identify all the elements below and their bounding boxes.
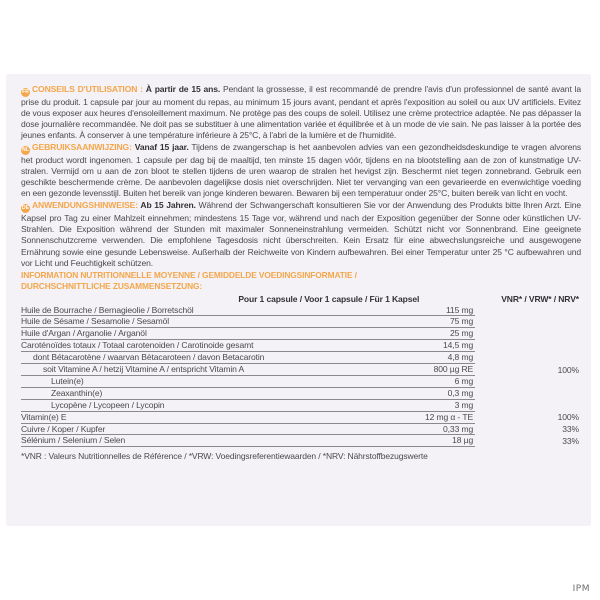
section-fr: [21, 84, 581, 141]
section-text: Tijdens de zwangerschap is het aanbevolen advies van een gezondheidsdeskundige te vragen alvorens het product wordt ingenomen. 1 capsule per dag bij de maaltijd, ten minste 15 dagen vóór, tijdens en na blootstelling aan de zon of kunstmatige UV-stralen. Vermijd om u aan de zon bloot te stellen tijdens de uren waarop de stralen het hevigst zijn. Beschermt niet tegen zonnebrand. Gebruik een geschikte beschermende crème. De aanbevolen dagelijkse dosis niet overschrijden. Niet ter vervanging van een gevarieerde en evenwichtige voeding en een gezonde levensstijl. Buiten het bereik van jonge kinderen bewaren. Bewaren bij een temperatuur onder 25°C, buiten bereik van licht en vocht.: [21, 142, 581, 199]
table-row: [21, 399, 581, 411]
nutrient-ref: [475, 352, 581, 364]
table-row: [21, 340, 581, 352]
nutrient-ref: [475, 328, 581, 340]
nutrient-amount: 800 µg RE: [268, 364, 475, 376]
nutrient-amount: 12 mg α - TE: [268, 411, 475, 423]
nutrition-title-line2: DURCHSCHNITTLICHE ZUSAMMENSETZUNG:: [21, 280, 203, 291]
nutrient-ref: 33%: [562, 424, 579, 435]
nutrient-amount: 3 mg: [268, 399, 475, 411]
language-badge-nl: NL: [22, 147, 29, 154]
table-row: [21, 364, 581, 376]
section-text: Pendant la grossesse, il est recommandé de prendre l'avis d'un professionnel de santé avant la prise du produit. 1 capsule par jour au moment du repas, au minimum 15 jours avant, pendant et après l'exposition au soleil ou aux UV artificiels. Evitez de vous exposer aux heures d'ensoleillement maximum. Ne protège pas des coups de soleil. Utilisez une crème protectrice adaptée. Ne pas dépasser la dose journalière recommandée. Ne doit pas se substituer à une alimentation variée et équilibrée et à un mode de vie sain. Ne pas laisser à la portée des jeunes enfants. À conserver à une température inférieure à 25°C, à l'abri de la lumière et de l'humidité.: [21, 84, 581, 141]
nutrition-header-row: [21, 294, 581, 305]
table-row: [21, 435, 581, 447]
table-row: [21, 305, 581, 316]
table-row: [21, 411, 581, 423]
brand-logo: IPM: [572, 584, 590, 594]
footnote: *VNR : Valeurs Nutritionnelles de Référence / *VRW: Voedingsreferentiewaarden / *NRV: Nährstoffbezugswerte: [21, 451, 428, 462]
nutrient-amount: 18 µg: [268, 435, 475, 447]
section-heading: CONSEILS D'UTILISATION :: [32, 84, 146, 94]
section-heading: GEBRUIKSAANWIJZING:: [32, 142, 135, 153]
nutrient-name: Zeaxanthin(e): [21, 387, 268, 399]
nutrient-name: soit Vitamine A / hetzij Vitamine A / entspricht Vitamin A: [21, 364, 268, 376]
section-nl: [21, 142, 581, 199]
header-ref: VNR* / VRW* / NRV*: [501, 293, 579, 304]
nutrient-amount: 0,33 mg: [268, 423, 475, 435]
section-lead: Ab 15 Jahren.: [140, 200, 196, 211]
section-de: [21, 200, 581, 268]
section-heading: ANWENDUNGSHINWEISE:: [32, 200, 141, 211]
nutrient-name: Huile de Sésame / Sesamolie / Sesamöl: [21, 316, 268, 328]
table-row: [21, 387, 581, 399]
nutrient-name: dont Bétacarotène / waarvan Bètacaroteen / davon Betacarotin: [21, 352, 268, 364]
header-spacer: [21, 294, 268, 305]
table-row: [21, 316, 581, 328]
nutrient-ref: 33%: [562, 435, 579, 446]
nutrient-ref: [475, 340, 581, 352]
nutrient-name: Vitamin(e) E: [21, 411, 268, 423]
header-amount-label: Pour 1 capsule / Voor 1 capsule / Für 1 Kapsel: [238, 293, 420, 304]
nutrient-ref: [475, 387, 581, 399]
nutrient-amount: 14,5 mg: [268, 340, 475, 352]
table-row: [21, 328, 581, 340]
nutrition-rows: [21, 305, 581, 447]
nutrient-ref: [475, 375, 581, 387]
nutrient-amount: 0,3 mg: [268, 387, 475, 399]
nutrient-name: Huile d'Argan / Arganolie / Arganöl: [21, 328, 268, 340]
nutrient-name: Cuivre / Koper / Kupfer: [21, 423, 268, 435]
header-amount: [238, 293, 475, 305]
nutrient-ref: [475, 316, 581, 328]
nutrient-amount: 25 mg: [268, 328, 475, 340]
section-text: Während der Schwangerschaft konsultieren Sie vor der Anwendung des Produkts bitte Ihren Arzt. Eine Kapsel pro Tag zu einer Mahlzeit einnehmen; mindestens 15 Tage vor, während und nach der Exposition gegenüber der Sonne oder künstlichen UV-Strahlen. Die Exposition während der Stunden mit maximaler Sonneneinstrahlung vermeiden. Schützt nicht vor Sonnenbrand. Eine geeignete Sonnenschutzcreme verwenden. Die empfohlene Tagesdosis nicht überschreiten. Kein Ersatz für eine abwechslungsreiche und ausgewogene Ernährung sowie eine gesunde Lebensweise. Außerhalb der Reichweite von Kindern aufbewahren. Bei einer Temperatur unter 25 °C aufbewahren und vor Licht und Feuchtigkeit schützen.: [21, 200, 581, 268]
table-row: [21, 423, 581, 435]
nutrient-ref: 100%: [557, 364, 579, 375]
nutrient-name: Sélénium / Selenium / Selen: [21, 435, 268, 447]
language-badge-de: DE: [22, 205, 29, 212]
nutrient-amount: 4,8 mg: [268, 352, 475, 364]
table-row: [21, 375, 581, 387]
label-content: [21, 84, 581, 462]
language-badge-fr: FR: [22, 89, 29, 95]
nutrient-amount: 75 mg: [268, 316, 475, 328]
nutrient-amount: 6 mg: [268, 375, 475, 387]
nutrient-name: Caroténoïdes totaux / Totaal carotenoiden / Carotinoide gesamt: [21, 340, 268, 352]
nutrient-name: Huile de Bourrache / Bernagieolie / Borretschöl: [21, 305, 268, 316]
section-lead: Vanaf 15 jaar.: [134, 142, 189, 153]
nutrient-name: Lycopène / Lycopeen / Lycopin: [21, 399, 268, 411]
nutrient-amount: 115 mg: [268, 305, 475, 316]
nutrient-name: Lutein(e): [21, 375, 268, 387]
nutrition-title: [21, 270, 581, 292]
table-row: [21, 352, 581, 364]
nutrition-table: [21, 294, 581, 448]
nutrient-ref: [475, 305, 581, 316]
nutrient-ref: 100%: [557, 412, 579, 423]
nutrient-ref: [475, 399, 581, 411]
section-lead: À partir de 15 ans.: [145, 84, 221, 94]
nutrition-title-line1: INFORMATION NUTRITIONNELLE MOYENNE / GEMIDDELDE VOEDINGSINFORMATIE /: [21, 269, 357, 280]
